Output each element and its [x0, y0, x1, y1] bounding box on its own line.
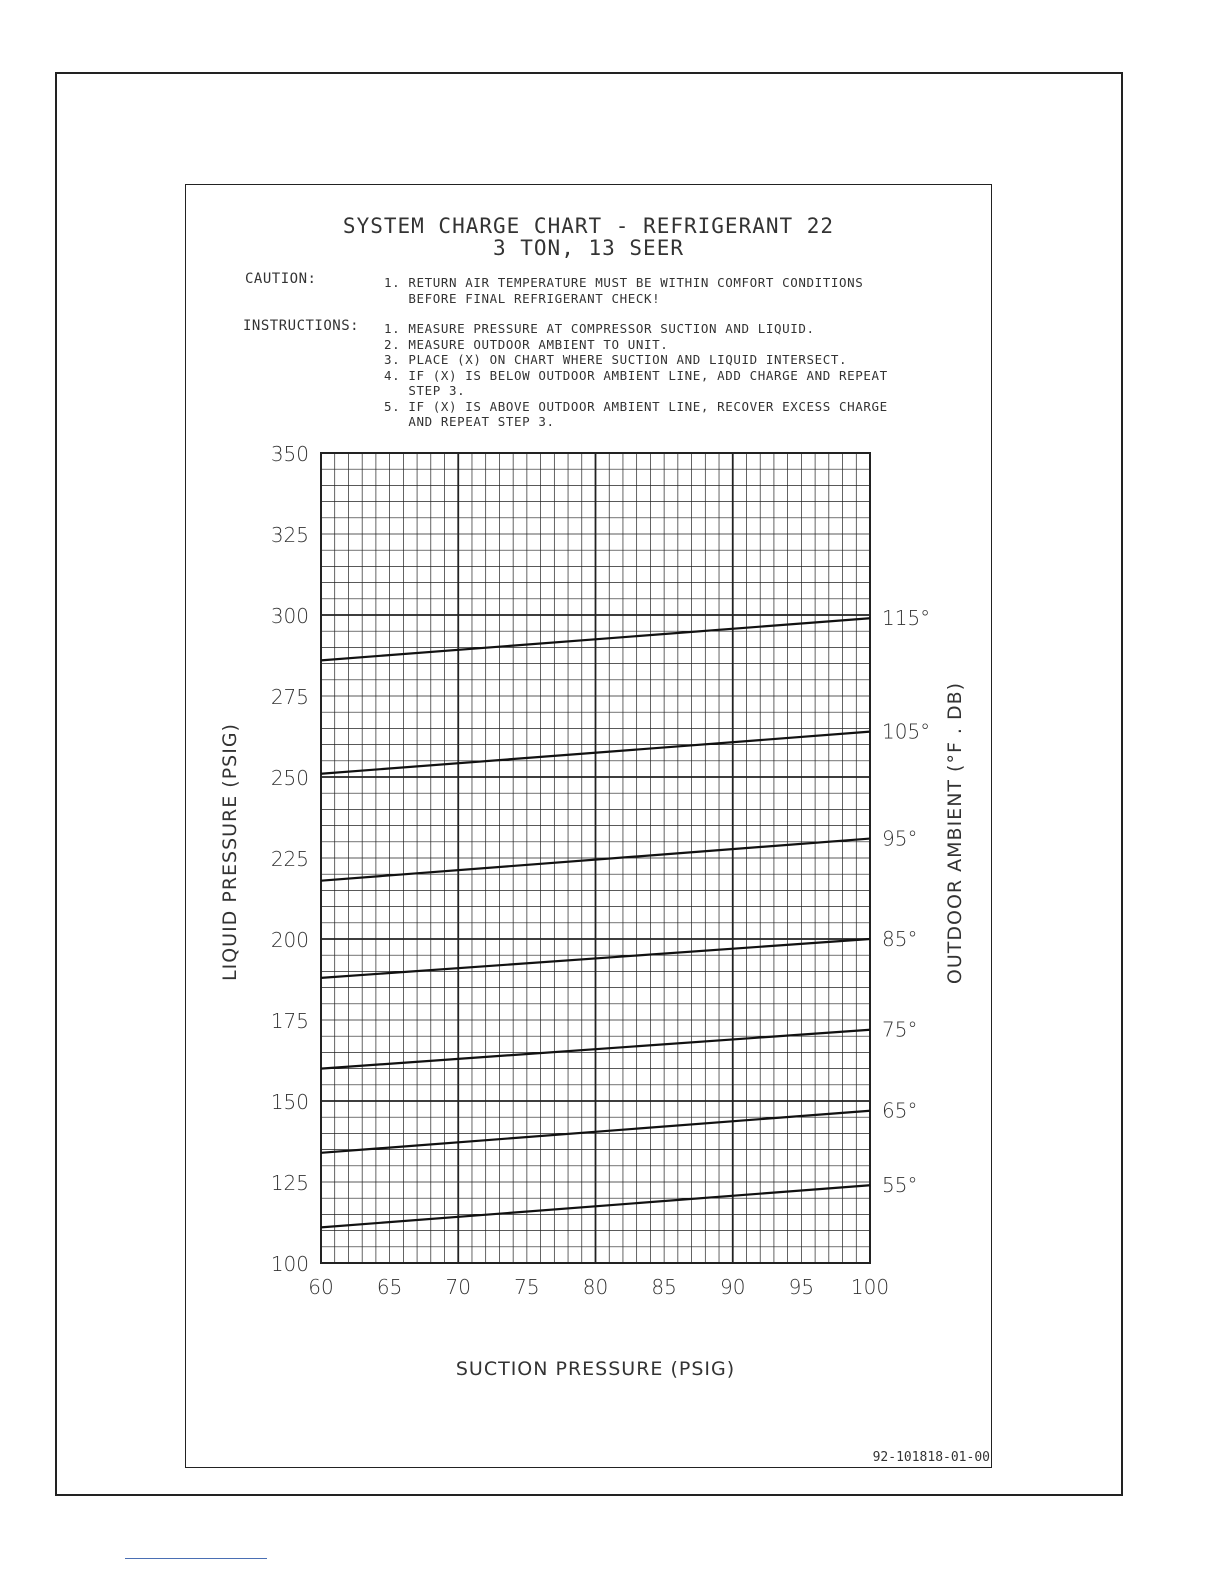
y-tick-label: 125: [270, 1171, 309, 1195]
series-label: 65°: [882, 1098, 918, 1123]
footer-rule: [125, 1558, 267, 1559]
caution-label: CAUTION:: [245, 271, 317, 287]
x-tick-label: 100: [850, 1275, 890, 1299]
y2-axis-title: OUTDOOR AMBIENT (°F . DB): [944, 681, 966, 985]
instruction-line: STEP 3.: [384, 383, 466, 398]
x-tick-label: 90: [720, 1275, 746, 1299]
series-label: 85°: [882, 927, 918, 951]
y-tick-label: 175: [270, 1009, 309, 1033]
instruction-line: AND REPEAT STEP 3.: [384, 414, 555, 429]
x-axis-title: SUCTION PRESSURE (PSIG): [455, 1358, 736, 1380]
document-number: 92-101818-01-00: [872, 1450, 990, 1465]
y-tick-label: 250: [270, 766, 309, 790]
y-tick-label: 225: [270, 847, 309, 871]
instruction-line: 1. MEASURE PRESSURE AT COMPRESSOR SUCTION AND LIQUID.: [384, 321, 815, 336]
instructions-label: INSTRUCTIONS:: [243, 318, 360, 334]
chart-subtitle: 3 TON, 13 SEER: [492, 236, 684, 260]
x-tick-label: 70: [445, 1275, 471, 1299]
y-tick-label: 275: [270, 685, 309, 709]
x-tick-label: 75: [514, 1275, 540, 1299]
y-tick-label: 300: [270, 604, 309, 628]
instruction-line: 2. MEASURE OUTDOOR AMBIENT TO UNIT.: [384, 336, 669, 352]
series-label: 55°: [882, 1173, 918, 1198]
y-tick-label: 325: [270, 523, 309, 547]
series-label: 75°: [882, 1017, 918, 1042]
chart-title: SYSTEM CHARGE CHART - REFRIGERANT 22: [342, 214, 835, 238]
instruction-line: 5. IF (X) IS ABOVE OUTDOOR AMBIENT LINE, RECOVER EXCESS CHARGE: [384, 398, 888, 414]
series-label: 105°: [882, 719, 931, 744]
caution-line: 1. RETURN AIR TEMPERATURE MUST BE WITHIN COMFORT CONDITIONS: [384, 275, 864, 290]
y-tick-label: 350: [270, 442, 309, 466]
y-axis-title: LIQUID PRESSURE (PSIG): [219, 723, 241, 981]
x-tick-label: 80: [582, 1275, 609, 1299]
y-tick-label: 150: [270, 1090, 309, 1114]
x-tick-label: 60: [308, 1275, 334, 1299]
caution-line: BEFORE FINAL REFRIGERANT CHECK!: [384, 290, 661, 306]
x-tick-label: 85: [651, 1275, 677, 1299]
instruction-line: 3. PLACE (X) ON CHART WHERE SUCTION AND LIQUID INTERSECT.: [384, 352, 848, 367]
y-tick-label: 100: [270, 1252, 309, 1276]
y-tick-label: 200: [270, 928, 309, 952]
x-tick-label: 95: [788, 1275, 815, 1299]
instruction-line: 4. IF (X) IS BELOW OUTDOOR AMBIENT LINE, ADD CHARGE AND REPEAT: [384, 367, 888, 383]
x-tick-label: 65: [376, 1275, 403, 1299]
series-label: 95°: [882, 826, 918, 851]
series-label: 115°: [882, 606, 931, 631]
